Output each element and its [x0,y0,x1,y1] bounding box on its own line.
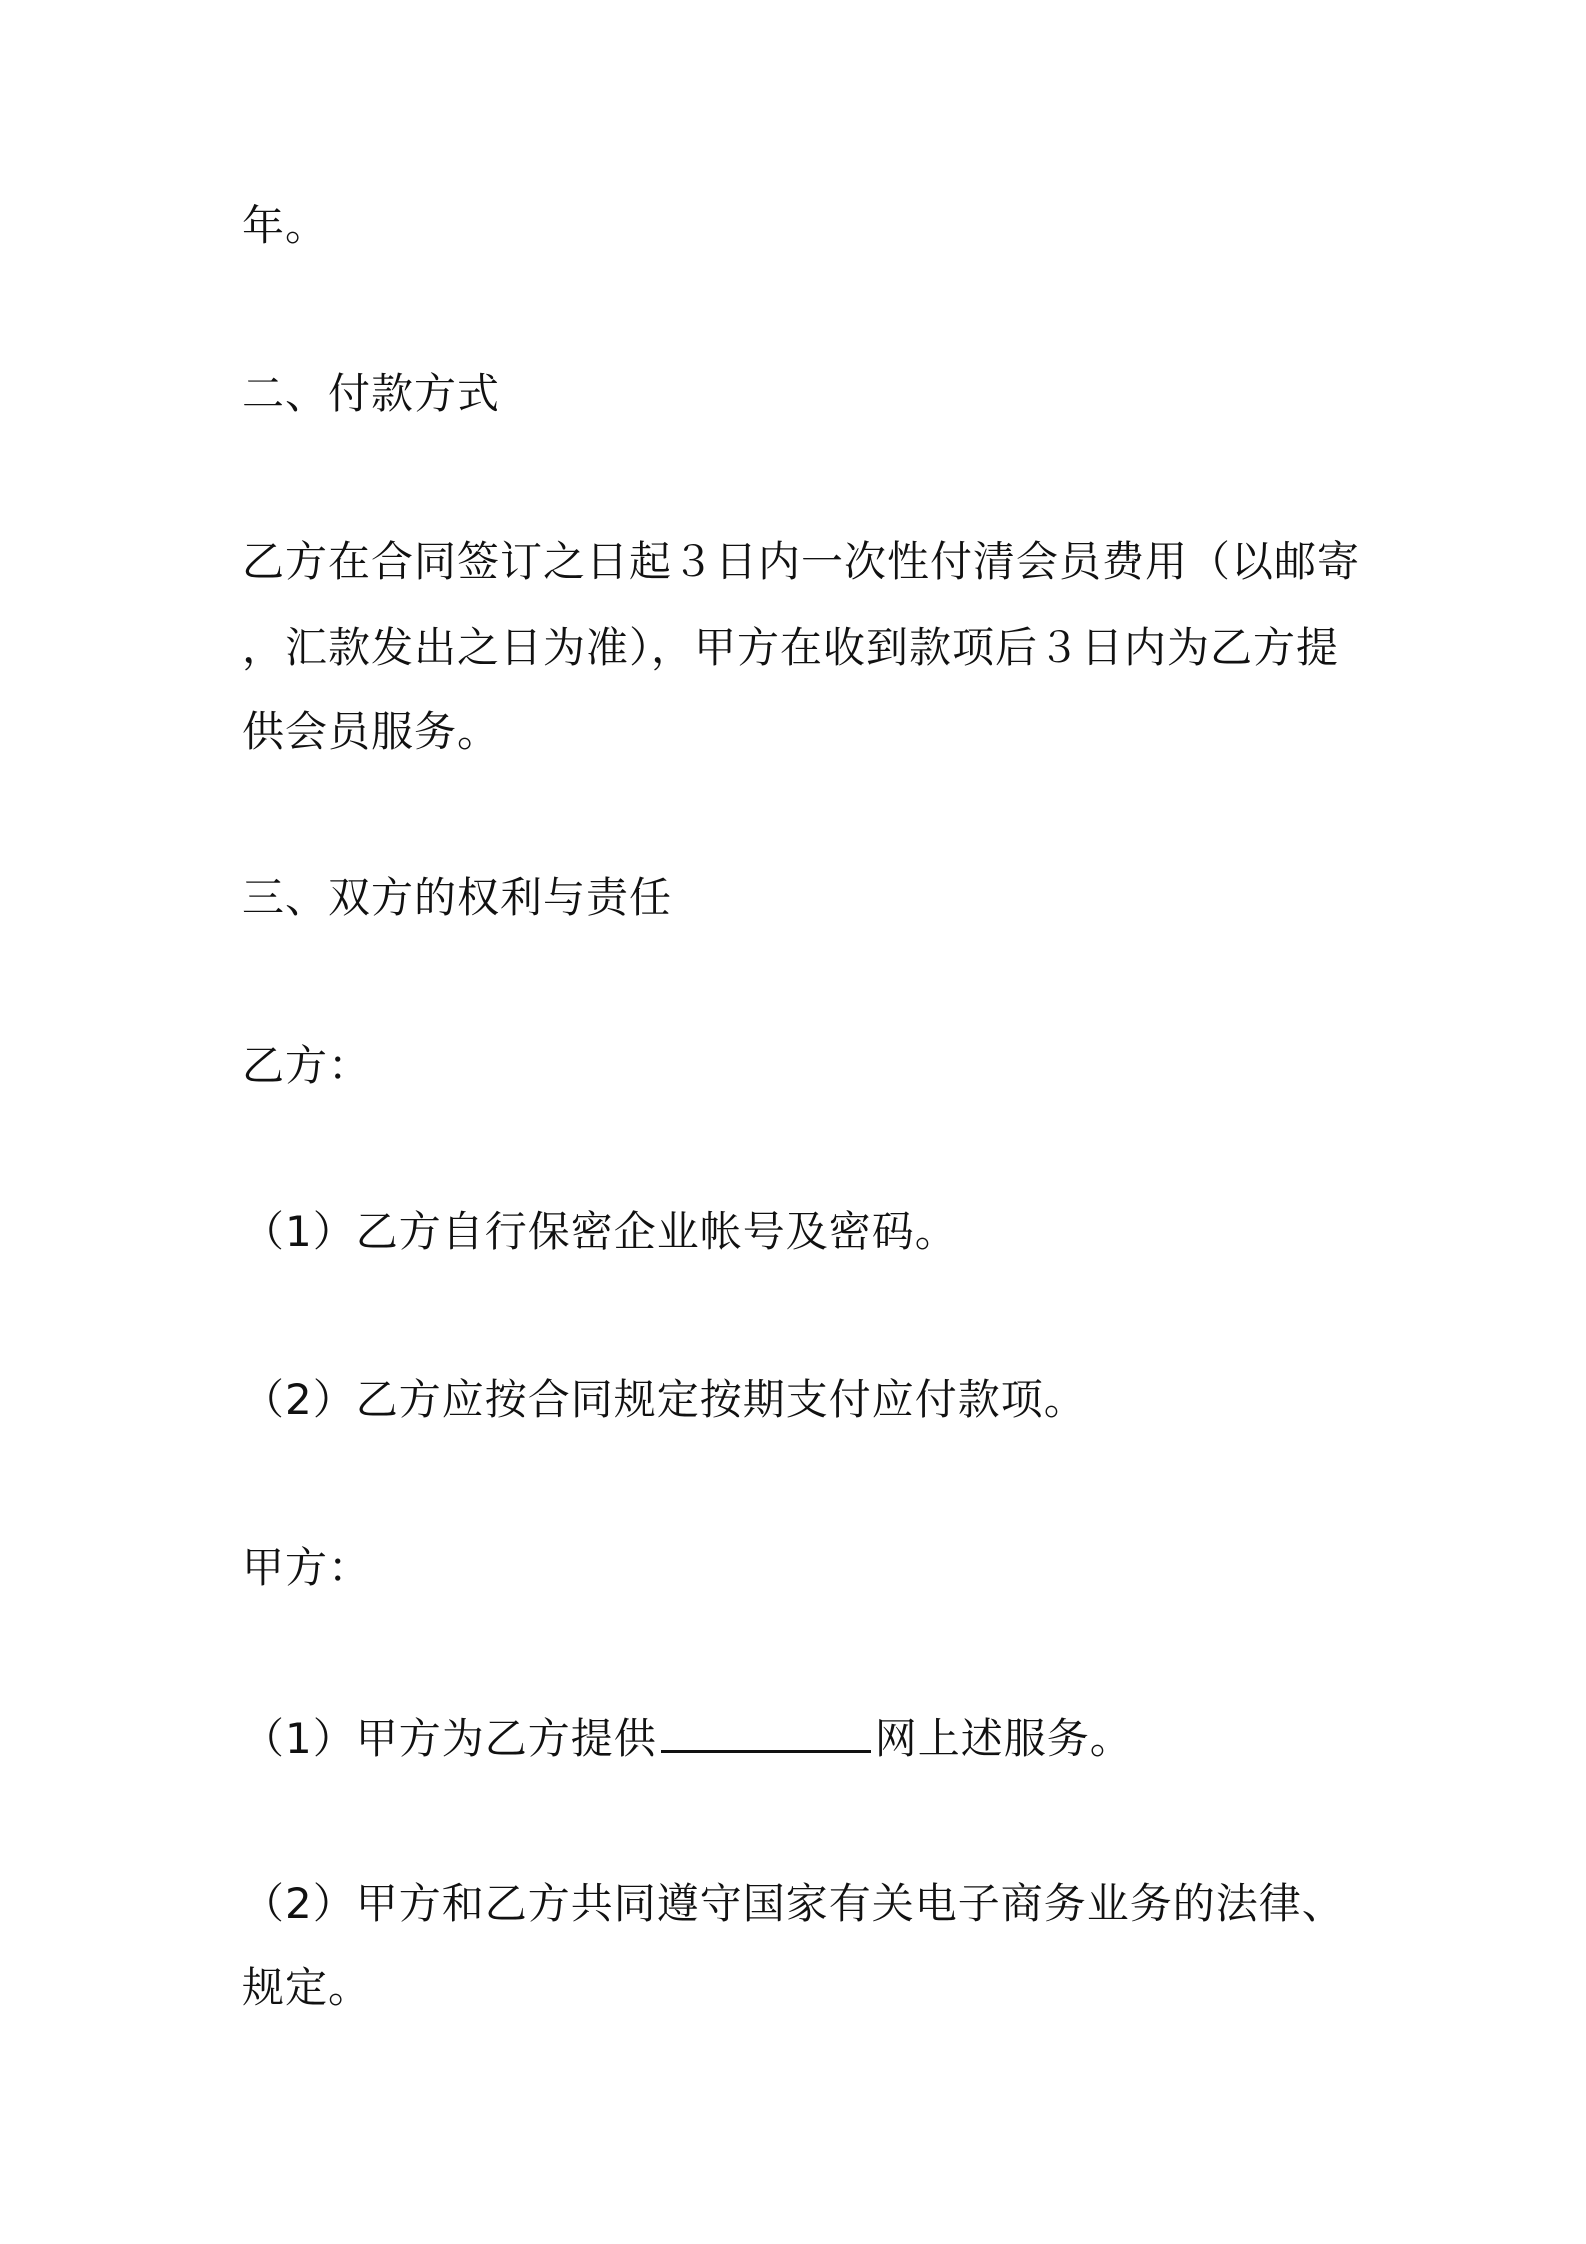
section-heading-rights: 三、双方的权利与责任 [242,873,673,922]
payment-paragraph-line-1: 乙方在合同签订之日起３日内一次性付清会员费用（以邮寄 [242,537,1361,586]
continued-text: 年。 [242,201,329,250]
party-a-item-1-prefix: （1）甲方为乙方提供 [242,1714,657,1763]
section-heading-payment: 二、付款方式 [242,369,501,418]
party-b-item-2: （2）乙方应按合同规定按期支付应付款项。 [242,1375,1087,1424]
party-a-item-2-line-1: （2）甲方和乙方共同遵守国家有关电子商务业务的法律、 [242,1879,1345,1928]
fill-in-blank[interactable] [661,1710,871,1753]
party-b-item-1: （1）乙方自行保密企业帐号及密码。 [242,1207,958,1256]
party-b-label: 乙方： [242,1041,372,1090]
payment-paragraph-line-2: ，汇款发出之日为准），甲方在收到款项后３日内为乙方提 [242,623,1340,672]
party-a-item-1 [242,1710,1133,1765]
party-a-label: 甲方： [242,1543,372,1592]
party-a-item-1-suffix: 网上述服务。 [874,1714,1133,1763]
party-a-item-2-line-2: 规定。 [242,1963,372,2012]
payment-paragraph-line-3: 供会员服务。 [242,707,501,756]
